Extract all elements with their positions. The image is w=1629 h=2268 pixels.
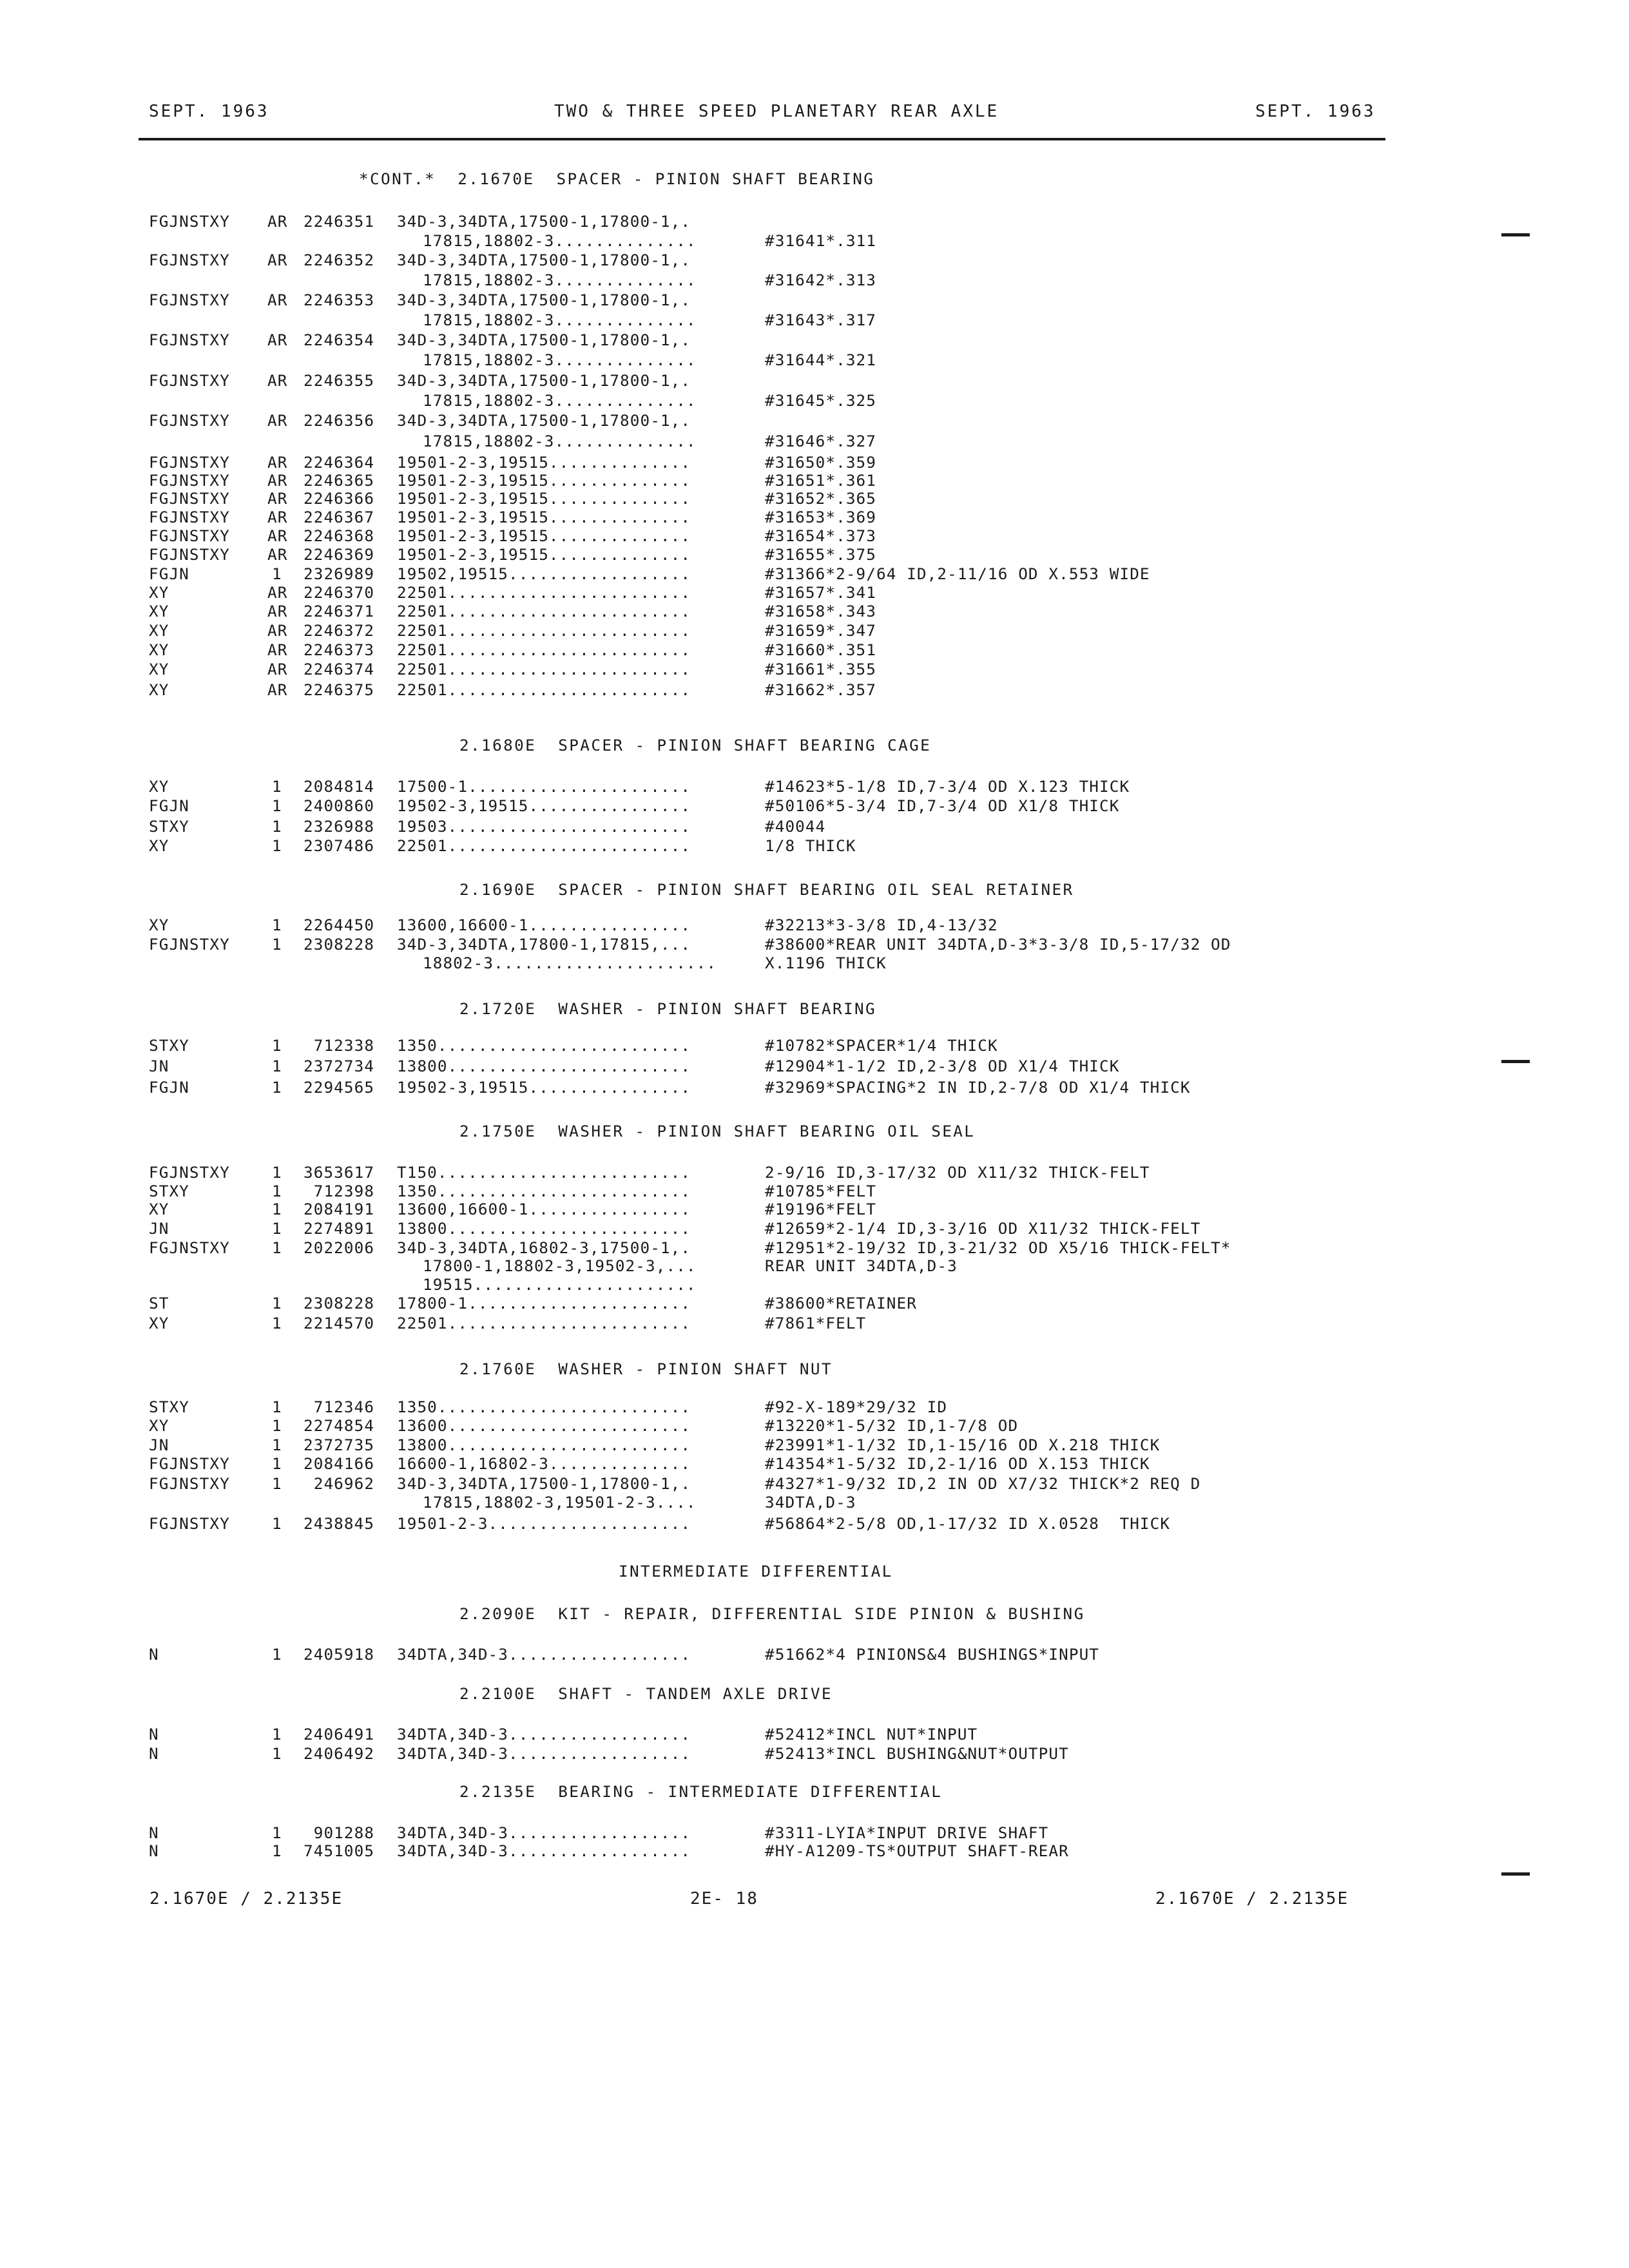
application-models: 34DTA,34D-3.................. [397,1744,691,1763]
reference-description: #31662*.357 [765,680,877,699]
application-models: 13600,16600-1................ [397,916,691,934]
part-number: 2294565 [304,1078,375,1097]
part-number: 2084166 [304,1454,375,1473]
quantity: 1 [272,1163,282,1182]
margin-tick-mark [1501,233,1530,236]
application-models: 34D-3,34DTA,17500-1,17800-1,. [397,411,691,430]
quantity: 1 [272,1200,282,1218]
model-codes: N [149,1645,159,1664]
reference-description: #31646*.327 [765,432,877,450]
reference-description: #HY-A1209-TS*OUTPUT SHAFT-REAR [765,1841,1069,1860]
model-codes: JN [149,1057,169,1075]
application-models: 17815,18802-3.............. [423,351,697,369]
quantity: 1 [272,1823,282,1842]
section-title: 2.1680E SPACER - PINION SHAFT BEARING CAGE [459,736,932,754]
part-number: 2264450 [304,916,375,934]
quantity: 1 [272,1294,282,1312]
model-codes: XY [149,1314,169,1332]
part-number: 2246353 [304,291,375,309]
application-models: 1350......................... [397,1036,691,1055]
model-codes: STXY [149,1036,189,1055]
application-models: 13600,16600-1................ [397,1200,691,1218]
part-number: 2246373 [304,640,375,659]
application-models: 13800........................ [397,1436,691,1454]
reference-description: #31657*.341 [765,583,877,602]
reference-description: #31645*.325 [765,391,877,410]
model-codes: XY [149,583,169,602]
quantity: AR [267,489,288,508]
quantity: AR [267,621,288,640]
application-models: 19502-3,19515................ [397,1078,691,1097]
model-codes: XY [149,621,169,640]
quantity: 1 [272,1314,282,1332]
application-models: 17815,18802-3.............. [423,311,697,329]
part-number: 712398 [304,1182,375,1200]
quantity: 1 [272,1725,282,1744]
model-codes: FGJNSTXY [149,508,230,526]
part-number: 2400860 [304,796,375,815]
reference-description: #31651*.361 [765,471,877,490]
part-number: 2084191 [304,1200,375,1218]
quantity: 1 [272,1514,282,1533]
application-models: 16600-1,16802-3.............. [397,1454,691,1473]
model-codes: JN [149,1219,169,1238]
part-number: 2274891 [304,1219,375,1238]
application-models: 19501-2-3.................... [397,1514,691,1533]
quantity: AR [267,291,288,309]
reference-description: #3311-LYIA*INPUT DRIVE SHAFT [765,1823,1049,1842]
part-number: 2246371 [304,602,375,620]
reference-description: #4327*1-9/32 ID,2 IN OD X7/32 THICK*2 REQ D [765,1474,1201,1493]
application-models: 22501........................ [397,621,691,640]
part-number: 2246366 [304,489,375,508]
quantity: 1 [272,796,282,815]
model-codes: N [149,1725,159,1744]
reference-description: #32969*SPACING*2 IN ID,2-7/8 OD X1/4 THICK [765,1078,1191,1097]
application-models: 19515...................... [423,1275,697,1294]
reference-description: #31652*.365 [765,489,877,508]
application-models: 22501........................ [397,836,691,855]
application-models: 1350......................... [397,1398,691,1416]
application-models: 34DTA,34D-3.................. [397,1725,691,1744]
model-codes: FGJNSTXY [149,212,230,231]
page-footer-right: 2.1670E / 2.2135E [1155,1889,1349,1908]
model-codes: XY [149,1200,169,1218]
quantity: 1 [272,1841,282,1860]
quantity: 1 [272,817,282,836]
section-title: 2.1760E WASHER - PINION SHAFT NUT [459,1360,833,1378]
reference-description: #32213*3-3/8 ID,4-13/32 [765,916,998,934]
part-number: 2308228 [304,935,375,954]
application-models: 19501-2-3,19515.............. [397,545,691,564]
application-models: 34DTA,34D-3.................. [397,1645,691,1664]
quantity: 1 [272,564,282,583]
quantity: 1 [272,836,282,855]
reference-description: #31644*.321 [765,351,877,369]
reference-description: #51662*4 PINIONS&4 BUSHINGS*INPUT [765,1645,1100,1664]
reference-description: #56864*2-5/8 OD,1-17/32 ID X.0528 THICK [765,1514,1171,1533]
reference-description: #52413*INCL BUSHING&NUT*OUTPUT [765,1744,1069,1763]
quantity: 1 [272,1182,282,1200]
model-codes: XY [149,680,169,699]
part-number: 2246367 [304,508,375,526]
reference-description: #38600*REAR UNIT 34DTA,D-3*3-3/8 ID,5-17/32 OD [765,935,1231,954]
model-codes: FGJNSTXY [149,489,230,508]
reference-description: #13220*1-5/32 ID,1-7/8 OD [765,1416,1019,1435]
quantity: 1 [272,1645,282,1664]
part-number: 2246364 [304,453,375,472]
application-models: T150......................... [397,1163,691,1182]
model-codes: FGJNSTXY [149,1454,230,1473]
reference-description: #31659*.347 [765,621,877,640]
model-codes: FGJN [149,796,189,815]
page-footer-left: 2.1670E / 2.2135E [149,1889,343,1908]
model-codes: FGJNSTXY [149,371,230,390]
reference-description: #31660*.351 [765,640,877,659]
reference-description: 1/8 THICK [765,836,856,855]
section-title: *CONT.* 2.1670E SPACER - PINION SHAFT BEARING [359,169,875,188]
quantity: AR [267,411,288,430]
model-codes: XY [149,660,169,678]
application-models: 13800........................ [397,1057,691,1075]
quantity: AR [267,331,288,349]
application-models: 19503........................ [397,817,691,836]
page-header-right: SEPT. 1963 [1255,102,1376,121]
application-models: 17815,18802-3.............. [423,391,697,410]
section-title: INTERMEDIATE DIFFERENTIAL [619,1562,893,1581]
model-codes: FGJNSTXY [149,453,230,472]
part-number: 2307486 [304,836,375,855]
application-models: 34D-3,34DTA,17500-1,17800-1,. [397,212,691,231]
application-models: 19501-2-3,19515.............. [397,508,691,526]
reference-description: #31650*.359 [765,453,877,472]
application-models: 22501........................ [397,640,691,659]
section-title: 2.2100E SHAFT - TANDEM AXLE DRIVE [459,1684,833,1703]
part-number: 2372734 [304,1057,375,1075]
quantity: 1 [272,1474,282,1493]
part-number: 2246370 [304,583,375,602]
reference-description: #31643*.317 [765,311,877,329]
application-models: 22501........................ [397,660,691,678]
model-codes: FGJNSTXY [149,251,230,269]
application-models: 1350......................... [397,1182,691,1200]
part-number: 2274854 [304,1416,375,1435]
application-models: 34DTA,34D-3.................. [397,1823,691,1842]
application-models: 22501........................ [397,1314,691,1332]
quantity: 1 [272,1398,282,1416]
model-codes: FGJNSTXY [149,291,230,309]
section-title: 2.1750E WASHER - PINION SHAFT BEARING OIL SEAL [459,1122,976,1140]
model-codes: XY [149,777,169,796]
part-number: 2246352 [304,251,375,269]
application-models: 34DTA,34D-3.................. [397,1841,691,1860]
reference-description: #14623*5-1/8 ID,7-3/4 OD X.123 THICK [765,777,1130,796]
part-number: 2246372 [304,621,375,640]
quantity: 1 [272,1744,282,1763]
reference-description: #23991*1-1/32 ID,1-15/16 OD X.218 THICK [765,1436,1161,1454]
application-models: 13600........................ [397,1416,691,1435]
quantity: AR [267,660,288,678]
model-codes: STXY [149,817,189,836]
application-models: 18802-3...................... [423,954,717,972]
reference-description: #50106*5-3/4 ID,7-3/4 OD X1/8 THICK [765,796,1120,815]
application-models: 17815,18802-3.............. [423,271,697,289]
application-models: 17500-1...................... [397,777,691,796]
application-models: 13800........................ [397,1219,691,1238]
reference-description: #31661*.355 [765,660,877,678]
reference-description: #31654*.373 [765,526,877,545]
application-models: 22501........................ [397,602,691,620]
application-models: 17800-1,18802-3,19502-3,... [423,1256,697,1275]
part-number: 2246374 [304,660,375,678]
model-codes: FGJNSTXY [149,935,230,954]
quantity: 1 [272,1057,282,1075]
application-models: 19501-2-3,19515.............. [397,526,691,545]
quantity: 1 [272,1454,282,1473]
quantity: 1 [272,1078,282,1097]
application-models: 19502,19515.................. [397,564,691,583]
part-number: 246962 [304,1474,375,1493]
part-number: 2438845 [304,1514,375,1533]
model-codes: XY [149,836,169,855]
reference-description: #92-X-189*29/32 ID [765,1398,948,1416]
reference-description: #19196*FELT [765,1200,877,1218]
quantity: AR [267,640,288,659]
quantity: AR [267,526,288,545]
quantity: AR [267,680,288,699]
reference-description: #38600*RETAINER [765,1294,917,1312]
application-models: 34D-3,34DTA,17500-1,17800-1,. [397,331,691,349]
part-number: 2246354 [304,331,375,349]
quantity: AR [267,471,288,490]
model-codes: STXY [149,1398,189,1416]
part-number: 712346 [304,1398,375,1416]
section-title: 2.2135E BEARING - INTERMEDIATE DIFFERENTIAL [459,1782,943,1801]
reference-description: #31653*.369 [765,508,877,526]
quantity: 1 [272,1436,282,1454]
reference-description: #10782*SPACER*1/4 THICK [765,1036,998,1055]
page-footer-page-number: 2E- 18 [690,1889,758,1908]
part-number: 2308228 [304,1294,375,1312]
reference-description: #31642*.313 [765,271,877,289]
reference-description: #7861*FELT [765,1314,867,1332]
reference-description: #31641*.311 [765,231,877,250]
part-number: 2022006 [304,1238,375,1257]
part-number: 2372735 [304,1436,375,1454]
reference-description: #14354*1-5/32 ID,2-1/16 OD X.153 THICK [765,1454,1150,1473]
part-number: 2406492 [304,1744,375,1763]
application-models: 17815,18802-3,19501-2-3.... [423,1493,697,1512]
model-codes: ST [149,1294,169,1312]
margin-tick-mark [1501,1872,1530,1876]
application-models: 19501-2-3,19515.............. [397,453,691,472]
model-codes: FGJNSTXY [149,545,230,564]
model-codes: FGJNSTXY [149,1163,230,1182]
model-codes: FGJN [149,1078,189,1097]
part-number: 2326988 [304,817,375,836]
quantity: AR [267,508,288,526]
part-number: 901288 [304,1823,375,1842]
model-codes: FGJNSTXY [149,1514,230,1533]
part-number: 2406491 [304,1725,375,1744]
quantity: 1 [272,777,282,796]
reference-description: #12951*2-19/32 ID,3-21/32 OD X5/16 THICK-FELT* [765,1238,1231,1257]
model-codes: XY [149,602,169,620]
model-codes: XY [149,1416,169,1435]
part-number: 2246351 [304,212,375,231]
quantity: 1 [272,1238,282,1257]
quantity: AR [267,453,288,472]
application-models: 34D-3,34DTA,17500-1,17800-1,. [397,1474,691,1493]
model-codes: FGJNSTXY [149,1474,230,1493]
model-codes: STXY [149,1182,189,1200]
quantity: AR [267,583,288,602]
part-number: 2246355 [304,371,375,390]
model-codes: JN [149,1436,169,1454]
section-title: 2.2090E KIT - REPAIR, DIFFERENTIAL SIDE PINION & BUSHING [459,1604,1085,1623]
reference-description: X.1196 THICK [765,954,887,972]
quantity: AR [267,212,288,231]
part-number: 3653617 [304,1163,375,1182]
application-models: 19502-3,19515................ [397,796,691,815]
model-codes: FGJN [149,564,189,583]
application-models: 19501-2-3,19515.............. [397,471,691,490]
application-models: 34D-3,34DTA,17500-1,17800-1,. [397,371,691,390]
model-codes: XY [149,640,169,659]
margin-tick-mark [1501,1060,1530,1063]
part-number: 7451005 [304,1841,375,1860]
section-title: 2.1690E SPACER - PINION SHAFT BEARING OIL SEAL RETAINER [459,880,1074,899]
model-codes: XY [149,916,169,934]
part-number: 2326989 [304,564,375,583]
header-rule [139,138,1385,140]
part-number: 2084814 [304,777,375,796]
part-number: 712338 [304,1036,375,1055]
model-codes: FGJNSTXY [149,1238,230,1257]
part-number: 2246369 [304,545,375,564]
application-models: 22501........................ [397,583,691,602]
model-codes: FGJNSTXY [149,471,230,490]
quantity: 1 [272,1416,282,1435]
model-codes: FGJNSTXY [149,331,230,349]
reference-description: 34DTA,D-3 [765,1493,856,1512]
part-number: 2246375 [304,680,375,699]
page-header-left: SEPT. 1963 [149,102,269,121]
page-header-title: TWO & THREE SPEED PLANETARY REAR AXLE [554,102,999,121]
application-models: 22501........................ [397,680,691,699]
part-number: 2246356 [304,411,375,430]
reference-description: #12904*1-1/2 ID,2-3/8 OD X1/4 THICK [765,1057,1120,1075]
quantity: 1 [272,916,282,934]
reference-description: #31655*.375 [765,545,877,564]
quantity: 1 [272,1219,282,1238]
application-models: 19501-2-3,19515.............. [397,489,691,508]
reference-description: #10785*FELT [765,1182,877,1200]
quantity: AR [267,545,288,564]
application-models: 17815,18802-3.............. [423,231,697,250]
model-codes: N [149,1823,159,1842]
model-codes: N [149,1744,159,1763]
quantity: AR [267,602,288,620]
application-models: 34D-3,34DTA,17500-1,17800-1,. [397,251,691,269]
reference-description: #52412*INCL NUT*INPUT [765,1725,978,1744]
application-models: 17815,18802-3.............. [423,432,697,450]
reference-description: #31658*.343 [765,602,877,620]
section-title: 2.1720E WASHER - PINION SHAFT BEARING [459,999,877,1018]
part-number: 2405918 [304,1645,375,1664]
application-models: 34D-3,34DTA,17500-1,17800-1,. [397,291,691,309]
application-models: 34D-3,34DTA,16802-3,17500-1,. [397,1238,691,1257]
application-models: 34D-3,34DTA,17800-1,17815,... [397,935,691,954]
reference-description: #40044 [765,817,826,836]
reference-description: REAR UNIT 34DTA,D-3 [765,1256,958,1275]
part-number: 2246365 [304,471,375,490]
model-codes: FGJNSTXY [149,526,230,545]
reference-description: #31366*2-9/64 ID,2-11/16 OD X.553 WIDE [765,564,1150,583]
quantity: 1 [272,1036,282,1055]
application-models: 17800-1...................... [397,1294,691,1312]
quantity: 1 [272,935,282,954]
part-number: 2214570 [304,1314,375,1332]
quantity: AR [267,371,288,390]
reference-description: #12659*2-1/4 ID,3-3/16 OD X11/32 THICK-FELT [765,1219,1201,1238]
model-codes: FGJNSTXY [149,411,230,430]
reference-description: 2-9/16 ID,3-17/32 OD X11/32 THICK-FELT [765,1163,1150,1182]
part-number: 2246368 [304,526,375,545]
model-codes: N [149,1841,159,1860]
quantity: AR [267,251,288,269]
